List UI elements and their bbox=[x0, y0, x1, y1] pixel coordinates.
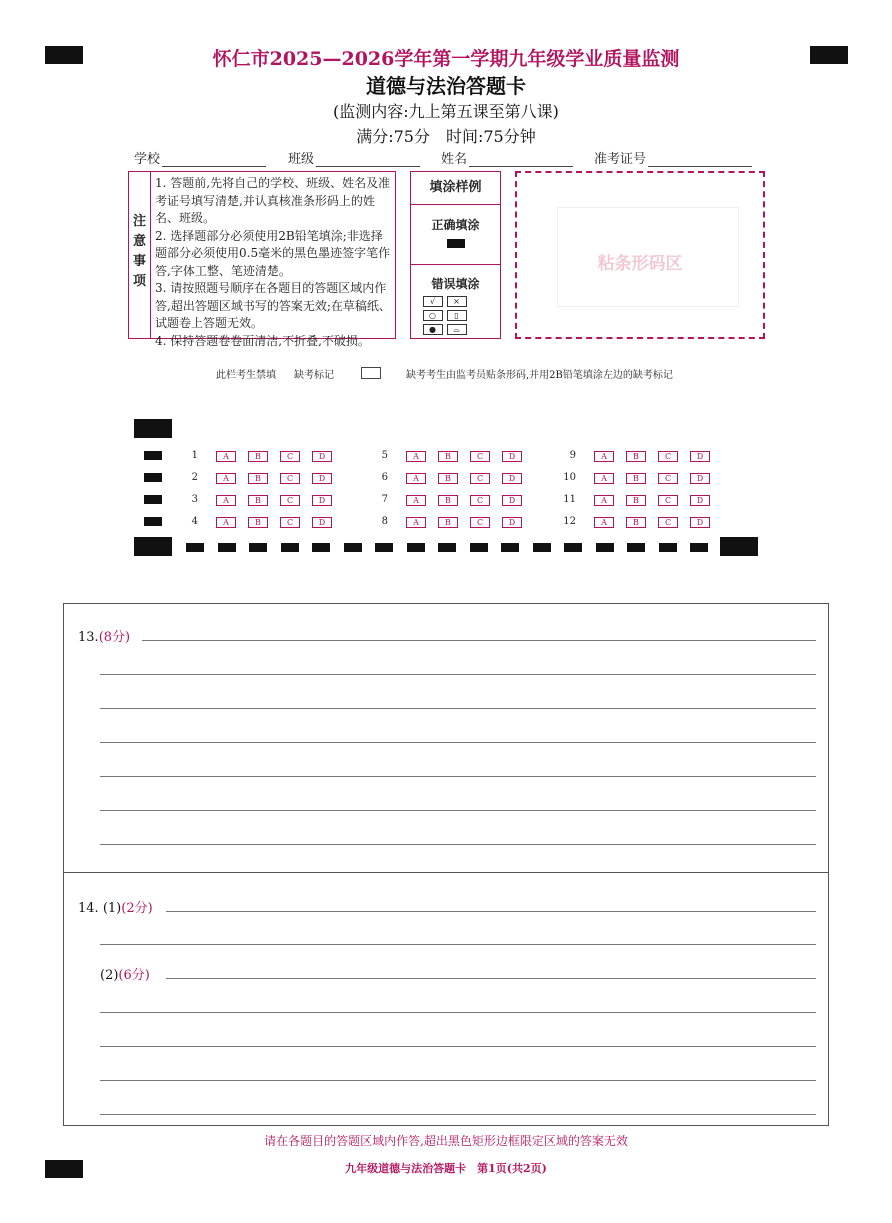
option-bubble-c[interactable]: C bbox=[470, 495, 490, 506]
field-class[interactable]: 班级 bbox=[288, 148, 420, 167]
option-bubble-b[interactable]: B bbox=[626, 451, 646, 462]
notice-list bbox=[155, 175, 393, 350]
option-bubble-d[interactable]: D bbox=[690, 495, 710, 506]
option-bubble-b[interactable]: B bbox=[438, 517, 458, 528]
absent-mark-label: 缺考标记 bbox=[294, 370, 334, 381]
option-bubble-a[interactable]: A bbox=[406, 495, 426, 506]
sample-title: 填涂样例 bbox=[411, 172, 500, 205]
question-divider bbox=[63, 872, 829, 873]
option-bubble-c[interactable]: C bbox=[280, 495, 300, 506]
option-bubble-c[interactable]: C bbox=[280, 517, 300, 528]
option-bubble-d[interactable]: D bbox=[312, 473, 332, 484]
option-bubble-a[interactable]: A bbox=[216, 451, 236, 462]
timing-mark bbox=[564, 543, 582, 552]
exam-title: 怀仁市2025—2026学年第一学期九年级学业质量监测 bbox=[212, 48, 680, 70]
notice-item: 3. 请按照题号顺序在各题目的答题区域内作答,超出答题区域书写的答案无效;在草稿纸、试题卷上答题无效。 bbox=[155, 281, 391, 330]
card-title: 道德与法治答题卡 bbox=[366, 74, 526, 98]
wrong-mark-check: √ bbox=[423, 296, 443, 307]
answer-frame bbox=[63, 603, 829, 1126]
q14-score2: (6分) bbox=[118, 968, 150, 983]
option-bubble-a[interactable]: A bbox=[594, 517, 614, 528]
timing-mark bbox=[438, 543, 456, 552]
answer-line[interactable] bbox=[100, 944, 816, 945]
option-bubble-c[interactable]: C bbox=[470, 451, 490, 462]
page-footer: 九年级道德与法治答题卡 第1页(共2页) bbox=[345, 1162, 547, 1175]
question-number: 11 bbox=[563, 494, 576, 505]
question-number: 6 bbox=[381, 472, 388, 483]
option-bubble-a[interactable]: A bbox=[594, 473, 614, 484]
answer-line[interactable] bbox=[166, 978, 816, 979]
q14-part2-label: (2)(6分) bbox=[100, 968, 150, 983]
q14-score1: (2分) bbox=[121, 901, 153, 916]
option-bubble-d[interactable]: D bbox=[502, 495, 522, 506]
option-bubble-a[interactable]: A bbox=[216, 495, 236, 506]
option-bubble-b[interactable]: B bbox=[626, 473, 646, 484]
option-bubble-c[interactable]: C bbox=[280, 451, 300, 462]
q13-label: 13.(8分) bbox=[78, 630, 131, 645]
answer-line[interactable] bbox=[100, 708, 816, 709]
answer-line[interactable] bbox=[100, 1012, 816, 1013]
answer-line[interactable] bbox=[100, 742, 816, 743]
row-timing-mark bbox=[144, 495, 162, 504]
answer-line[interactable] bbox=[100, 1114, 816, 1115]
timing-mark bbox=[470, 543, 488, 552]
notice-item: 4. 保持答题卷卷面清洁,不折叠,不破损。 bbox=[155, 333, 370, 348]
option-bubble-b[interactable]: B bbox=[626, 517, 646, 528]
option-bubble-b[interactable]: B bbox=[438, 495, 458, 506]
timing-mark-left bbox=[134, 537, 172, 556]
timing-mark-right bbox=[720, 537, 758, 556]
option-bubble-d[interactable]: D bbox=[312, 495, 332, 506]
timing-mark bbox=[375, 543, 393, 552]
wrong-mark-circle: ○ bbox=[423, 310, 443, 321]
answer-line[interactable] bbox=[100, 674, 816, 675]
timing-mark bbox=[407, 543, 425, 552]
option-bubble-a[interactable]: A bbox=[594, 451, 614, 462]
absent-instruction: 缺考考生由监考员贴条形码,并用2B铅笔填涂左边的缺考标记 bbox=[406, 370, 673, 381]
correct-label: 正确填涂 bbox=[431, 218, 480, 232]
barcode-area[interactable] bbox=[515, 171, 765, 339]
notice-item: 2. 选择题部分必须使用2B铅笔填涂;非选择题部分必须使用0.5毫米的黑色墨迹签字笔作答,字体工整、笔迹清楚。 bbox=[155, 228, 391, 278]
mc-anchor-mark bbox=[134, 419, 172, 438]
timing-mark bbox=[596, 543, 614, 552]
option-bubble-d[interactable]: D bbox=[312, 451, 332, 462]
timing-mark bbox=[218, 543, 236, 552]
question-number: 1 bbox=[191, 450, 198, 461]
absent-mark-box[interactable] bbox=[361, 367, 381, 379]
option-bubble-d[interactable]: D bbox=[502, 451, 522, 462]
timing-mark bbox=[501, 543, 519, 552]
option-bubble-b[interactable]: B bbox=[248, 495, 268, 506]
q13-score: (8分) bbox=[98, 630, 131, 645]
restricted-note: 此栏考生禁填 bbox=[216, 370, 276, 381]
wrong-mark-bar: ▯ bbox=[447, 310, 467, 321]
option-bubble-c[interactable]: C bbox=[658, 517, 678, 528]
option-bubble-d[interactable]: D bbox=[312, 517, 332, 528]
answer-line[interactable] bbox=[100, 844, 816, 845]
option-bubble-c[interactable]: C bbox=[280, 473, 300, 484]
option-bubble-b[interactable]: B bbox=[626, 495, 646, 506]
timing-mark bbox=[281, 543, 299, 552]
q14-part1-label: 14. (1)(2分) bbox=[78, 901, 153, 916]
notice-heading: 注意事项 bbox=[129, 172, 151, 338]
row-timing-mark bbox=[144, 473, 162, 482]
option-bubble-b[interactable]: B bbox=[248, 451, 268, 462]
barcode-label: 粘条形码区 bbox=[597, 254, 683, 274]
fill-sample-box bbox=[410, 171, 501, 339]
score-time: 满分:75分 时间:75分钟 bbox=[356, 127, 536, 146]
timing-mark bbox=[690, 543, 708, 552]
answer-line[interactable] bbox=[100, 1046, 816, 1047]
wrong-mark-arc: ⌓ bbox=[447, 324, 467, 335]
option-bubble-b[interactable]: B bbox=[438, 473, 458, 484]
option-bubble-d[interactable]: D bbox=[690, 451, 710, 462]
option-bubble-a[interactable]: A bbox=[406, 451, 426, 462]
option-bubble-a[interactable]: A bbox=[406, 517, 426, 528]
timing-mark bbox=[249, 543, 267, 552]
option-bubble-a[interactable]: A bbox=[594, 495, 614, 506]
sample-correct bbox=[411, 206, 500, 265]
option-bubble-b[interactable]: B bbox=[248, 473, 268, 484]
option-bubble-a[interactable]: A bbox=[406, 473, 426, 484]
wrong-mark-cross: × bbox=[447, 296, 467, 307]
question-number: 3 bbox=[191, 494, 198, 505]
option-bubble-d[interactable]: D bbox=[690, 473, 710, 484]
option-bubble-a[interactable]: A bbox=[216, 517, 236, 528]
question-number: 2 bbox=[191, 472, 198, 483]
field-exam-number[interactable]: 准考证号 bbox=[594, 148, 752, 167]
answer-line[interactable] bbox=[100, 776, 816, 777]
scope-note: (监测内容:九上第五课至第八课) bbox=[333, 102, 559, 121]
question-number: 4 bbox=[191, 516, 198, 527]
question-number: 12 bbox=[563, 516, 576, 527]
field-school[interactable]: 学校 bbox=[134, 148, 266, 167]
answer-line[interactable] bbox=[166, 911, 816, 912]
timing-mark bbox=[627, 543, 645, 552]
option-bubble-c[interactable]: C bbox=[658, 451, 678, 462]
notice-box bbox=[128, 171, 396, 348]
option-bubble-d[interactable]: D bbox=[690, 517, 710, 528]
option-bubble-c[interactable]: C bbox=[658, 495, 678, 506]
timing-mark bbox=[186, 543, 204, 552]
sample-wrong bbox=[411, 266, 500, 335]
answer-line[interactable] bbox=[100, 1080, 816, 1081]
row-timing-mark bbox=[144, 451, 162, 460]
question-number: 8 bbox=[381, 516, 388, 527]
wrong-mark-dot: ● bbox=[423, 324, 443, 335]
question-number: 5 bbox=[381, 450, 388, 461]
notice-item: 1. 答题前,先将自己的学校、班级、姓名及准考证号填写清楚,并认真核准条形码上的姓名、班级。 bbox=[155, 176, 391, 225]
option-bubble-a[interactable]: A bbox=[216, 473, 236, 484]
wrong-label: 错误填涂 bbox=[431, 277, 480, 291]
timing-mark bbox=[533, 543, 551, 552]
question-number: 7 bbox=[381, 494, 388, 505]
timing-mark bbox=[312, 543, 330, 552]
field-name[interactable]: 姓名 bbox=[441, 148, 573, 167]
option-bubble-d[interactable]: D bbox=[502, 473, 522, 484]
option-bubble-d[interactable]: D bbox=[502, 517, 522, 528]
question-number: 10 bbox=[563, 472, 576, 483]
question-number: 9 bbox=[569, 450, 576, 461]
option-bubble-c[interactable]: C bbox=[658, 473, 678, 484]
option-bubble-c[interactable]: C bbox=[470, 473, 490, 484]
correct-fill-mark bbox=[447, 239, 465, 248]
option-bubble-c[interactable]: C bbox=[470, 517, 490, 528]
option-bubble-b[interactable]: B bbox=[248, 517, 268, 528]
answer-line[interactable] bbox=[142, 640, 816, 641]
timing-mark bbox=[344, 543, 362, 552]
footer-note: 请在各题目的答题区域内作答,超出黑色矩形边框限定区域的答案无效 bbox=[264, 1134, 628, 1148]
answer-line[interactable] bbox=[100, 810, 816, 811]
timing-mark bbox=[659, 543, 677, 552]
row-timing-mark bbox=[144, 517, 162, 526]
option-bubble-b[interactable]: B bbox=[438, 451, 458, 462]
